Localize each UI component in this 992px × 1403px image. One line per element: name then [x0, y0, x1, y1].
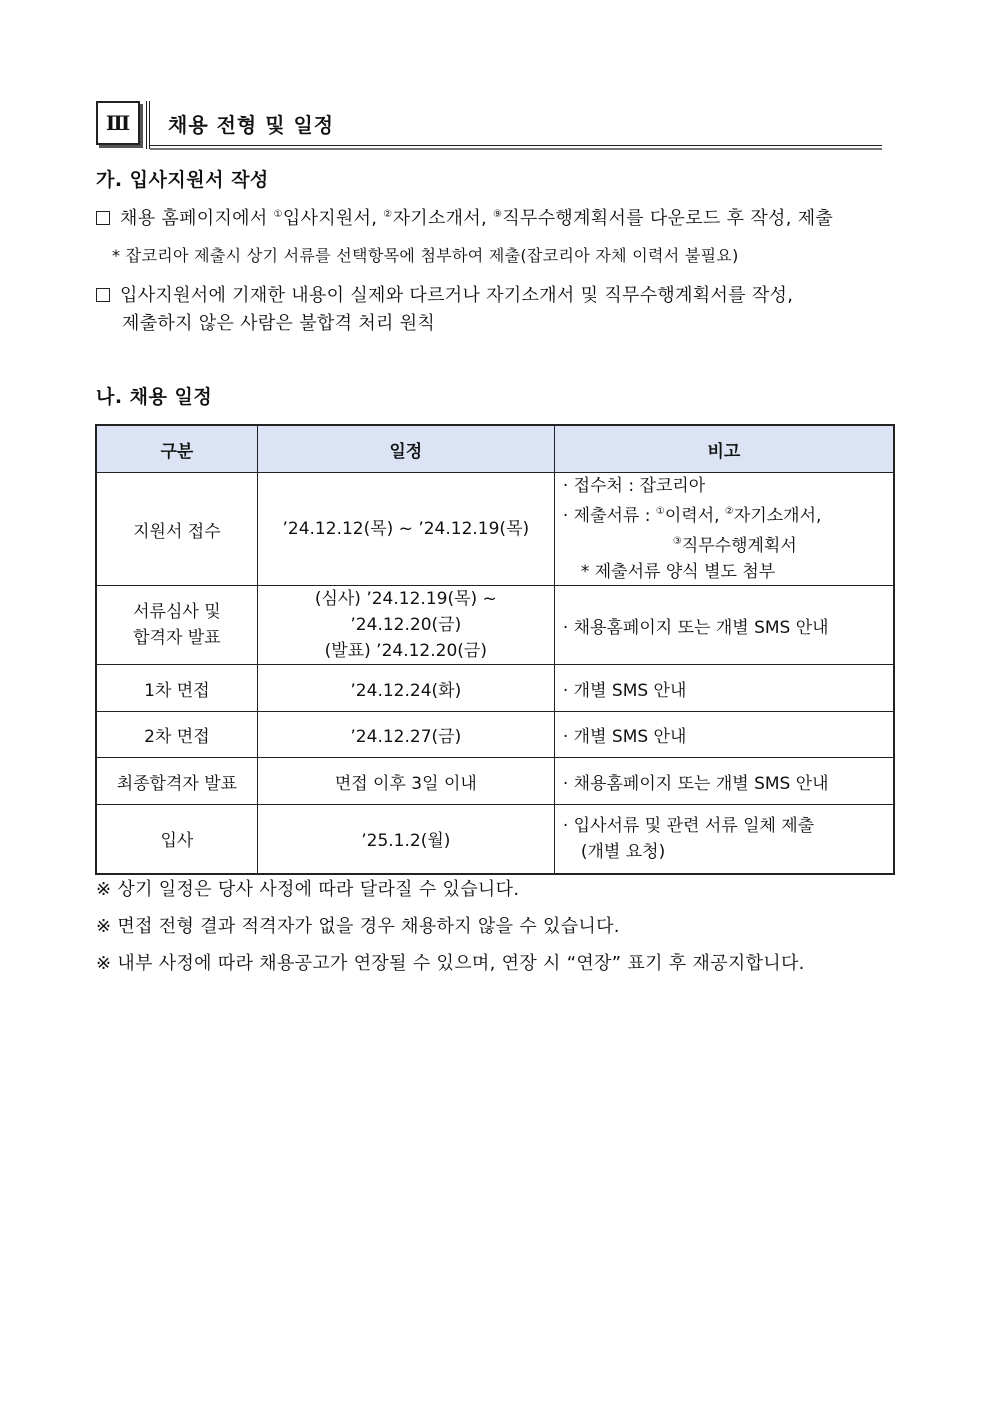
- item1-text2: 자기소개서,: [392, 208, 494, 229]
- row-date: ’24.12.27(금): [257, 712, 554, 758]
- table-row: [96, 805, 894, 874]
- part-a-item-2-line2: 제출하지 않은 사람은 불합격 처리 원칙: [122, 313, 436, 334]
- note-text: 직무수행계획서: [681, 536, 797, 556]
- row-date: [257, 586, 554, 665]
- note-line: (개별 요청): [580, 841, 666, 862]
- footnote: ※ 상기 일정은 당사 사정에 따라 달라질 수 있습니다.: [96, 879, 520, 900]
- category-line: 서류심사 및: [133, 602, 221, 622]
- table-row: [96, 586, 894, 665]
- section-divider-bar: [146, 101, 150, 149]
- circled-number-1: ①: [273, 209, 283, 220]
- note-line: * 제출서류 양식 별도 첨부: [580, 562, 776, 582]
- date-line: ’24.12.12(목) ~ ’24.12.19(목): [282, 519, 530, 539]
- table-row: [96, 473, 894, 586]
- part-a-heading: 가. 입사지원서 작성: [96, 169, 269, 191]
- header-category: 구분: [96, 425, 257, 473]
- date-line: (심사) ’24.12.19(목) ~ ’24.12.20(금): [314, 589, 497, 635]
- item1-prefix: 채용 홈페이지에서: [120, 208, 274, 229]
- row-category: [96, 586, 257, 665]
- row-date: ’25.1.2(월): [257, 805, 554, 874]
- part-a-item-1-note: * 잡코리아 제출시 상기 서류를 선택항목에 첨부하여 제출(잡코리아 자체 이력서 불필요): [112, 246, 739, 265]
- row-date: 면접 이후 3일 이내: [257, 758, 554, 805]
- row-category: 지원서 접수: [96, 473, 257, 586]
- row-category: 입사: [96, 805, 257, 874]
- part-a-item-1: [96, 204, 833, 230]
- circled-number-2: ②: [724, 506, 734, 517]
- section-header: [96, 101, 882, 149]
- note-text: 자기소개서,: [733, 506, 822, 526]
- schedule-table: [95, 424, 895, 875]
- row-note: · 개별 SMS 안내: [554, 712, 894, 758]
- row-date: [257, 473, 554, 586]
- circled-number-1: ①: [655, 506, 665, 517]
- note-text: 이력서,: [664, 506, 725, 526]
- section-title: 채용 전형 및 일정: [168, 113, 335, 137]
- table-row: [96, 665, 894, 712]
- row-note: · 채용홈페이지 또는 개별 SMS 안내: [554, 586, 894, 665]
- footnote: ※ 면접 전형 결과 적격자가 없을 경우 채용하지 않을 수 있습니다.: [96, 916, 620, 937]
- item1-text1: 입사지원서,: [282, 208, 384, 229]
- table-row: [96, 758, 894, 805]
- circled-number-2: ②: [383, 209, 393, 220]
- date-line: (발표) ’24.12.20(금): [324, 641, 487, 661]
- part-a-item-2: [96, 281, 793, 307]
- table-header-row: [96, 425, 894, 473]
- row-date: ’24.12.24(화): [257, 665, 554, 712]
- checkbox-square-icon: [96, 288, 110, 302]
- section-underline: [150, 145, 882, 146]
- section-underline-shadow: [150, 148, 882, 150]
- row-note: [554, 805, 894, 874]
- circled-number-3: ⑨: [493, 209, 503, 220]
- section-number-box: Ⅲ: [96, 101, 140, 145]
- row-note: · 개별 SMS 안내: [554, 665, 894, 712]
- part-b-heading: 나. 채용 일정: [96, 386, 213, 408]
- row-note: [554, 473, 894, 586]
- note-line: [563, 529, 893, 559]
- row-category: 1차 면접: [96, 665, 257, 712]
- row-category: 최종합격자 발표: [96, 758, 257, 805]
- circled-number-3: ③: [672, 536, 682, 547]
- category-line: 합격자 발표: [133, 628, 221, 648]
- table-row: [96, 712, 894, 758]
- row-category: 2차 면접: [96, 712, 257, 758]
- footnote: ※ 내부 사정에 따라 채용공고가 연장될 수 있으며, 연장 시 “연장” 표기 후 재공지합니다.: [96, 953, 805, 974]
- note-line: · 입사서류 및 관련 서류 일체 제출: [562, 815, 815, 836]
- header-date: 일정: [257, 425, 554, 473]
- item1-text3: 직무수행계획서를 다운로드 후 작성, 제출: [502, 208, 834, 229]
- row-note: · 채용홈페이지 또는 개별 SMS 안내: [554, 758, 894, 805]
- note-line: · 접수처 : 잡코리아: [562, 476, 706, 496]
- note-line: [563, 499, 893, 529]
- header-note: 비고: [554, 425, 894, 473]
- note-text: · 제출서류 :: [562, 506, 656, 526]
- item2-line1: 입사지원서에 기재한 내용이 실제와 다르거나 자기소개서 및 직무수행계획서를 작성,: [120, 285, 794, 306]
- checkbox-square-icon: [96, 211, 110, 225]
